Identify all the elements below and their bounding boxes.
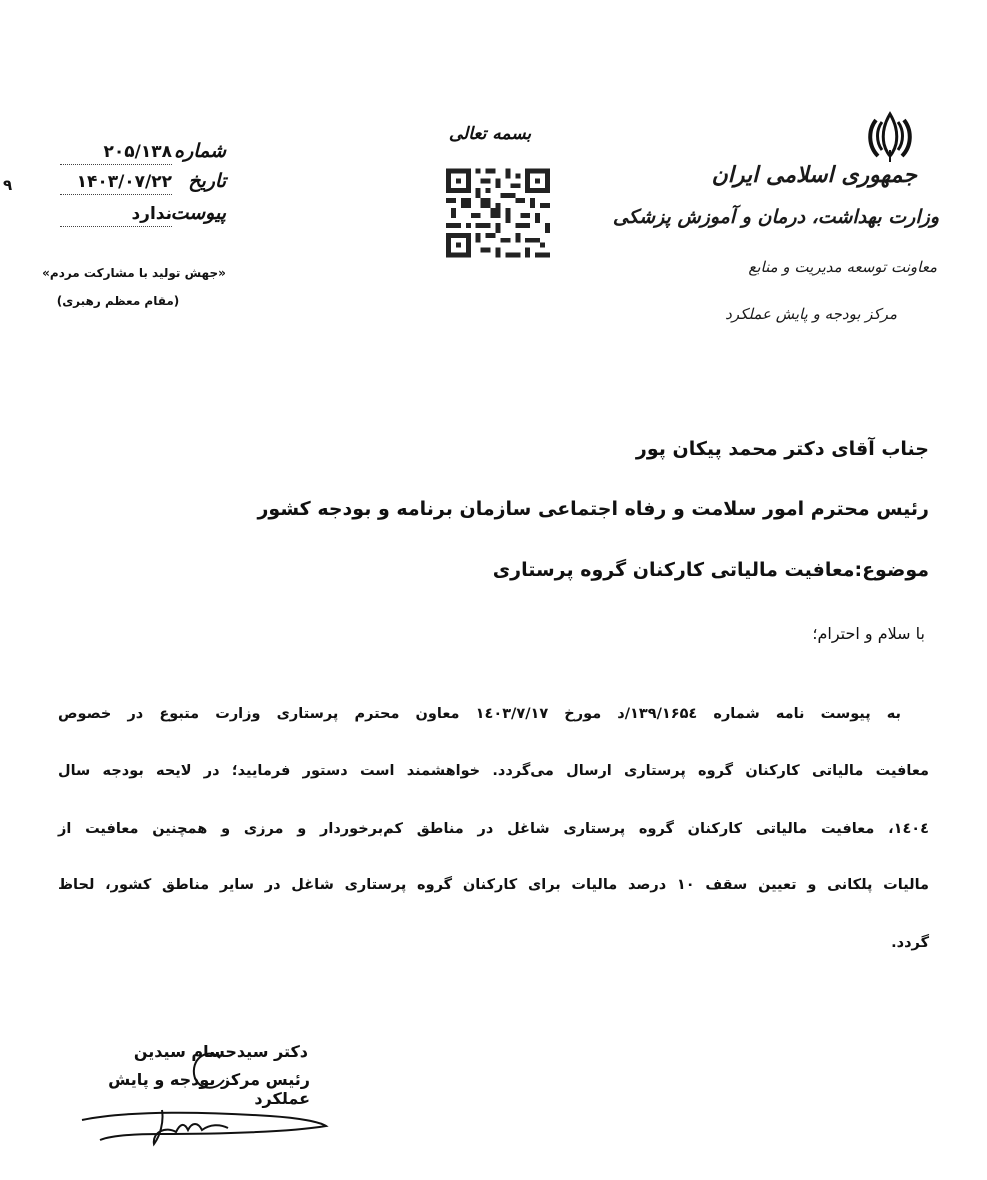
logo-deputy-name: معاونت توسعه مدیریت و منابع [748,258,937,276]
body-text-line: به پیوست نامه شماره ۱۳۹/۱۶۵٤/د مورخ ۱٤۰۳/۷/۱۷ معاون محترم پرستاری وزارت متبوع در خصوص [58,706,902,722]
body-text-line: گردد. [891,935,929,951]
qr-code-icon [446,168,550,258]
body-text-line: معافیت مالیاتی کارکنان گروه پرستاری ارسال می‌گردد. خواهشمند است دستور فرمایید؛ در لایحه بودجه سال [58,763,929,779]
body-text-line: ۱٤۰٤، معافیت مالیاتی کارکنان گروه پرستاری شاغل در مناطق کم‌برخوردار و مرزی و همچنین معافیت از [58,821,929,837]
letter-attachment-value: ندارد [60,204,172,227]
edge-mark: ۹ [3,176,13,194]
signer-title: رئیس مرکز بودجه و پایش عملکرد [108,1070,310,1108]
logo-ministry-name: وزارت بهداشت، درمان و آموزش پزشکی [612,206,939,228]
letter-number-value: ۲۰۵/۱۳۸ [60,142,172,165]
iran-emblem-icon [862,110,918,166]
letter-attachment-label: پیوست [170,202,226,224]
logo-country-name: جمهوری اسلامی ایران [711,162,917,188]
letter-date-label: تاریخ [188,170,226,192]
letter-date-value: ۱۴۰۳/۰۷/۲۲ [60,172,172,195]
slogan-source: (مقام معظم رهبری) [56,294,180,308]
logo-center-name: مرکز بودجه و پایش عملکرد [725,305,897,323]
letter-subject: موضوع:معافیت مالیاتی کارکنان گروه پرستاری [492,559,929,581]
letter-greeting: با سلام و احترام؛ [812,624,925,643]
recipient-title: رئیس محترم امور سلامت و رفاه اجتماعی سازمان برنامه و بودجه کشور [257,498,929,520]
recipient-name: جناب آقای دکتر محمد پیکان پور [635,438,929,460]
signer-name: دکتر سیدحسام سیدین [133,1042,308,1061]
letter-attachment-row [60,202,226,232]
letter-date-row [60,170,226,200]
basmala-heading: بسمه تعالی [448,124,532,144]
letter-number-label: شماره [174,140,226,162]
slogan-text: «جهش تولید با مشارکت مردم» [42,266,226,280]
letter-number-row [60,140,226,170]
body-text-line: مالیات پلکانی و تعیین سقف ۱۰ درصد مالیات برای کارکنان گروه پرستاری شاغل در سایر مناطق کشور، لحاظ [58,877,929,893]
